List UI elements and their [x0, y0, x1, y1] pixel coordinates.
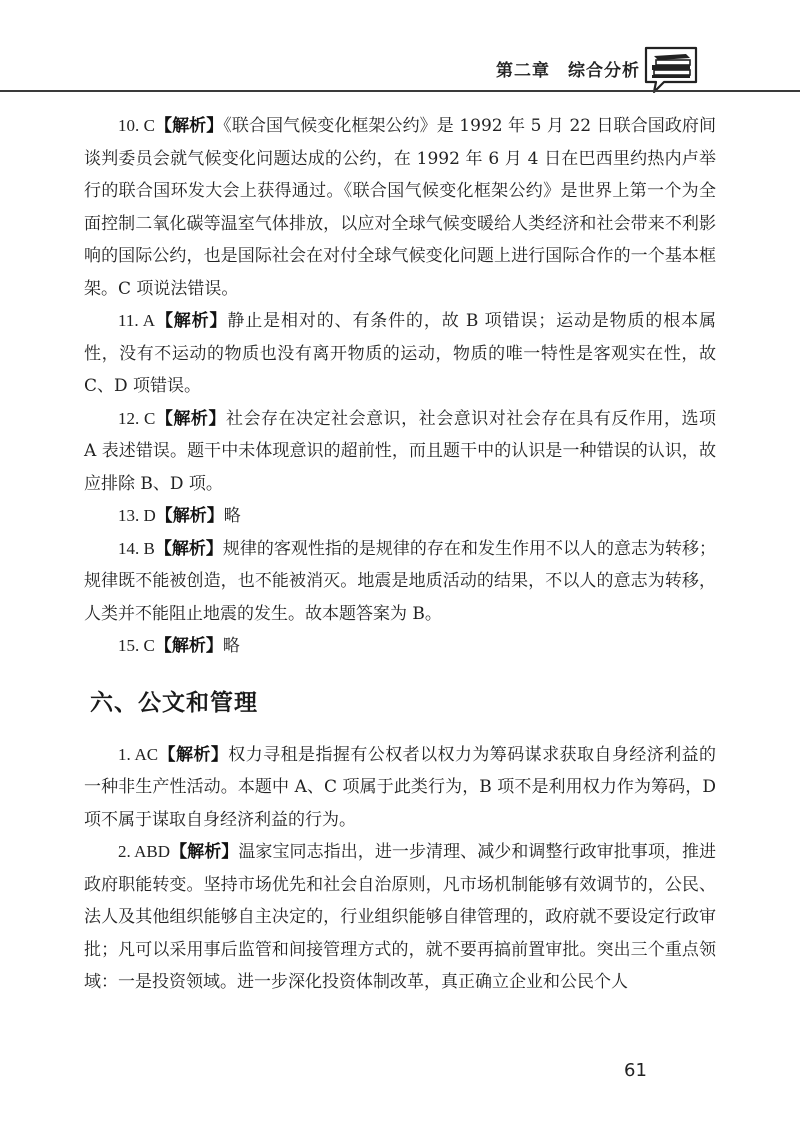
answer-number: 14. B	[118, 538, 155, 558]
answer-paragraph	[84, 533, 716, 631]
analysis-tag: 【解析】	[170, 842, 239, 862]
answer-number: 11. A	[118, 311, 156, 330]
page-content	[84, 110, 716, 999]
header-rule	[0, 90, 800, 92]
answer-text: 权力寻租是指握有公权者以权力为筹码谋求获取自身经济利益的一种非生产性活动。本题中 A、C 项属于此类行为，B 项不是利用权力作为筹码，D 项不属于谋取自身经济利益的行为。	[84, 744, 717, 830]
answer-paragraph	[84, 110, 716, 305]
answer-paragraph	[84, 305, 716, 403]
answer-number: 15. C	[118, 636, 155, 655]
analysis-tag: 【解析】	[154, 538, 223, 559]
answer-text: 规律的客观性指的是规律的存在和发生作用不以人的意志为转移；规律既不能被创造，也不能被消灭。地震是地质活动的结果，不以人的意志为转移，人类并不能阻止地震的发生。故本题答案为 B。	[84, 538, 717, 624]
analysis-tag: 【解析】	[154, 116, 224, 136]
answer-number: 2. ABD	[118, 842, 171, 861]
answer-text: 略	[223, 506, 241, 526]
analysis-tag: 【解析】	[155, 408, 226, 429]
answer-text: 静止是相对的、有条件的，故 B 项错误；运动是物质的根本属性，没有不运动的物质也没有离开物质的运动，物质的唯一特性是客观实在性，故 C、D 项错误。	[84, 311, 716, 396]
answer-number: 12. C	[118, 408, 156, 428]
analysis-tag: 【解析】	[155, 506, 224, 526]
answer-paragraph	[84, 630, 716, 663]
analysis-tag: 【解析】	[158, 744, 229, 765]
answer-number: 13. D	[118, 506, 156, 525]
analysis-tag: 【解析】	[155, 311, 228, 331]
answer-paragraph	[84, 403, 716, 501]
answer-paragraph	[84, 500, 716, 533]
answer-text: 温家宝同志指出，进一步清理、减少和调整行政审批事项，推进政府职能转变。坚持市场优先和社会自治原则，凡市场机制能够有效调节的，公民、法人及其他组织能够自主决定的，行业组织能够自律管理的，政府就不要设定行政审批；凡可以采用事后监管和间接管理方式的，就不要再搞前置审批。突出三个重点领域：一是投资领域。进一步深化投资体制改革，真正确立企业和公民个人	[84, 842, 717, 992]
chapter-title: 第二章 综合分析	[496, 61, 640, 81]
page-number: 61	[624, 1060, 647, 1081]
answer-text: 《联合国气候变化框架公约》是 1992 年 5 月 22 日联合国政府间谈判委员会就气候变化问题达成的公约，在 1992 年 6 月 4 日在巴西里约热内卢举行的联合国环发大会上获得通过。《联合国气候变化框架公约》是世界上第一个为全面控制二氧化碳等温室气体排放，以应对全球气候变暖给人类经济和社会带来不利影响的国际公约，也是国际社会在对付全球气候变化问题上进行国际合作的一个基本框架。C 项说法错误。	[84, 116, 717, 299]
analysis-tag: 【解析】	[154, 636, 223, 656]
answer-text: 略	[222, 636, 240, 656]
answer-number: 1. AC	[118, 744, 159, 764]
page-header	[0, 0, 800, 100]
section-heading: 六、公文和管理	[90, 689, 258, 716]
book-stack-icon	[642, 44, 700, 96]
answer-number: 10. C	[118, 116, 155, 135]
answer-paragraph	[84, 836, 716, 999]
answer-text: 社会存在决定社会意识，社会意识对社会存在具有反作用，选项 A 表述错误。题干中未体现意识的超前性，而且题干中的认识是一种错误的认识，故应排除 B、D 项。	[84, 408, 717, 494]
answer-paragraph	[84, 739, 716, 837]
